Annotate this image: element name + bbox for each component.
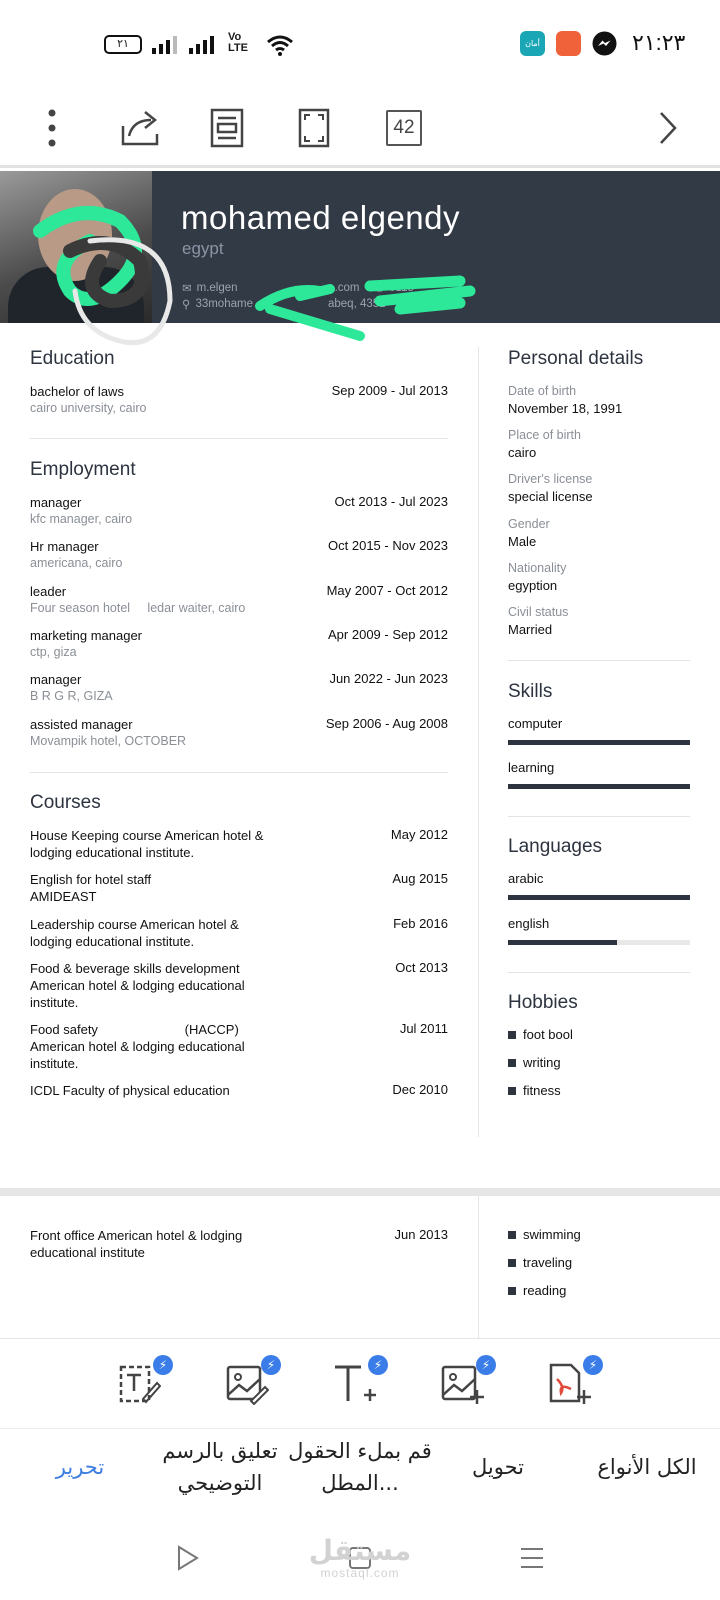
signal-icon bbox=[152, 34, 178, 54]
language-level-bar bbox=[508, 895, 690, 900]
education-item: bachelor of laws cairo university, cairo Sep 2009 - Jul 2013 bbox=[30, 383, 448, 415]
skill-level-bar bbox=[508, 784, 690, 789]
tab-edit[interactable]: تحرير bbox=[55, 1455, 105, 1479]
back-triangle-icon bbox=[175, 1544, 201, 1572]
aman-app-icon: أمان bbox=[520, 31, 545, 56]
course-item: Front office American hotel & lodging educational institute Jun 2013 bbox=[30, 1227, 448, 1260]
divider bbox=[30, 438, 448, 439]
employment-item: manager kfc manager, cairo Oct 2013 - Jul 2023 bbox=[30, 494, 448, 526]
share-icon bbox=[119, 108, 161, 148]
hobby-item: reading bbox=[508, 1283, 566, 1298]
signal-icon-2 bbox=[189, 34, 215, 54]
personal-item: Nationality egyption bbox=[508, 561, 567, 593]
orange-app-icon bbox=[556, 31, 581, 56]
image-edit-tool[interactable] bbox=[225, 1358, 276, 1409]
wifi-icon bbox=[266, 34, 294, 56]
hobbies-title: Hobbies bbox=[508, 992, 578, 1013]
premium-badge-icon: ⚡ bbox=[583, 1355, 603, 1375]
tab-all-types[interactable]: الكل الأنواع bbox=[597, 1455, 697, 1479]
volte-icon: Vo LTE bbox=[228, 31, 248, 54]
mostaql-watermark: مستقل mostaql.com bbox=[308, 1534, 412, 1580]
personal-item: Civil status Married bbox=[508, 605, 569, 637]
battery-icon: ٢١ bbox=[104, 35, 142, 54]
premium-badge-icon: ⚡ bbox=[476, 1355, 496, 1375]
resume-country: egypt bbox=[182, 239, 224, 258]
page-count: 42 bbox=[386, 110, 422, 146]
back-button[interactable] bbox=[168, 1538, 208, 1578]
language-level-bar bbox=[508, 940, 690, 945]
language-item: arabic bbox=[508, 871, 690, 900]
hobby-item: writing bbox=[508, 1055, 561, 1070]
skills-title: Skills bbox=[508, 681, 553, 702]
tab-convert[interactable]: تحويل bbox=[472, 1455, 524, 1479]
text-edit-tool[interactable] bbox=[117, 1358, 168, 1409]
column-divider bbox=[478, 1196, 479, 1338]
next-button[interactable] bbox=[640, 100, 696, 156]
chevron-right-icon bbox=[658, 110, 678, 146]
course-item: ICDL Faculty of physical education Dec 2010 bbox=[30, 1082, 448, 1098]
add-image-tool[interactable] bbox=[440, 1358, 491, 1409]
employment-item: manager B R G R, GIZA Jun 2022 - Jun 2023 bbox=[30, 671, 448, 703]
employment-item: Hr manager americana, cairo Oct 2015 - Nov 2023 bbox=[30, 538, 448, 570]
contact-line-2: ⚲ 33mohame abeq, 4351 a bbox=[182, 298, 427, 311]
premium-badge-icon: ⚡ bbox=[261, 1355, 281, 1375]
course-item: Food safety (HACCP) American hotel & lodging educational institute. Jul 2011 bbox=[30, 1021, 448, 1071]
languages-title: Languages bbox=[508, 836, 603, 857]
personal-item: Place of birth cairo bbox=[508, 428, 581, 460]
mail-icon: ✉ bbox=[182, 283, 192, 295]
personal-item: Driver's license special license bbox=[508, 472, 593, 504]
messenger-icon bbox=[592, 31, 617, 56]
edit-tools-bar bbox=[0, 1338, 720, 1428]
tab-fill-fields[interactable]: قم بملء الحقول المطل... bbox=[288, 1439, 432, 1495]
course-item: Leadership course American hotel & lodging educational institute. Feb 2016 bbox=[30, 916, 448, 949]
courses-title: Courses bbox=[30, 792, 101, 813]
reading-mode-button[interactable] bbox=[199, 100, 255, 156]
document-layout-icon bbox=[210, 108, 244, 148]
page-separator bbox=[0, 1188, 720, 1196]
hobby-item: fitness bbox=[508, 1083, 561, 1098]
pdf-add-tool[interactable] bbox=[547, 1358, 598, 1409]
clock: ٢١:٢٣ bbox=[632, 30, 686, 55]
hobby-item: traveling bbox=[508, 1255, 572, 1270]
skill-level-bar bbox=[508, 740, 690, 745]
resume-page-2 bbox=[0, 1196, 720, 1338]
employment-title: Employment bbox=[30, 459, 136, 480]
more-vertical-icon bbox=[47, 108, 57, 148]
resume-page bbox=[0, 171, 720, 1188]
column-divider bbox=[478, 347, 479, 1137]
fullscreen-icon bbox=[298, 108, 330, 148]
divider bbox=[508, 972, 690, 973]
premium-badge-icon: ⚡ bbox=[368, 1355, 388, 1375]
premium-badge-icon: ⚡ bbox=[153, 1355, 173, 1375]
more-menu-button[interactable] bbox=[24, 100, 80, 156]
hobby-item: swimming bbox=[508, 1227, 581, 1242]
skill-item: learning bbox=[508, 760, 690, 789]
divider bbox=[508, 816, 690, 817]
education-title: Education bbox=[30, 348, 115, 369]
divider bbox=[30, 772, 448, 773]
status-bar bbox=[0, 0, 720, 88]
employment-item: assisted manager Movampik hotel, OCTOBER Sep 2006 - Aug 2008 bbox=[30, 716, 448, 748]
document-toolbar bbox=[0, 88, 720, 168]
skill-item: computer bbox=[508, 716, 690, 745]
location-icon: ⚲ bbox=[182, 299, 191, 311]
course-item: House Keeping course American hotel & lodging educational institute. May 2012 bbox=[30, 827, 448, 860]
share-button[interactable] bbox=[112, 100, 168, 156]
course-item: Food & beverage skills development American hotel & lodging educational institute. Oct 2013 bbox=[30, 960, 448, 1010]
divider bbox=[508, 660, 690, 661]
employment-item: marketing manager ctp, giza Apr 2009 - Sep 2012 bbox=[30, 627, 448, 659]
add-text-tool[interactable] bbox=[332, 1358, 383, 1409]
language-item: english bbox=[508, 916, 690, 945]
personal-item: Date of birth November 18, 1991 bbox=[508, 384, 623, 416]
fullscreen-button[interactable] bbox=[286, 100, 342, 156]
recents-button[interactable] bbox=[512, 1538, 552, 1578]
employment-item: leader Four season hotel ledar waiter, cairo May 2007 - Oct 2012 bbox=[30, 583, 448, 615]
system-nav-bar bbox=[0, 1518, 720, 1600]
scribble-annotation bbox=[0, 191, 480, 371]
menu-lines-icon bbox=[518, 1545, 546, 1571]
personal-item: Gender Male bbox=[508, 517, 550, 549]
course-item: English for hotel staff AMIDEAST Aug 2015 bbox=[30, 871, 448, 904]
personal-title: Personal details bbox=[508, 348, 644, 369]
contact-line-1: ✉ m.elgen .com ✆ 0115 bbox=[182, 282, 414, 295]
phone-icon: ✆ bbox=[374, 283, 385, 295]
hobby-item: foot bool bbox=[508, 1027, 573, 1042]
page-count-button[interactable] bbox=[376, 100, 432, 156]
tab-annotate[interactable]: تعليق بالرسم التوضيحي bbox=[162, 1439, 278, 1495]
mode-tabs bbox=[0, 1428, 720, 1518]
resume-name: mohamed elgendy bbox=[181, 199, 461, 236]
